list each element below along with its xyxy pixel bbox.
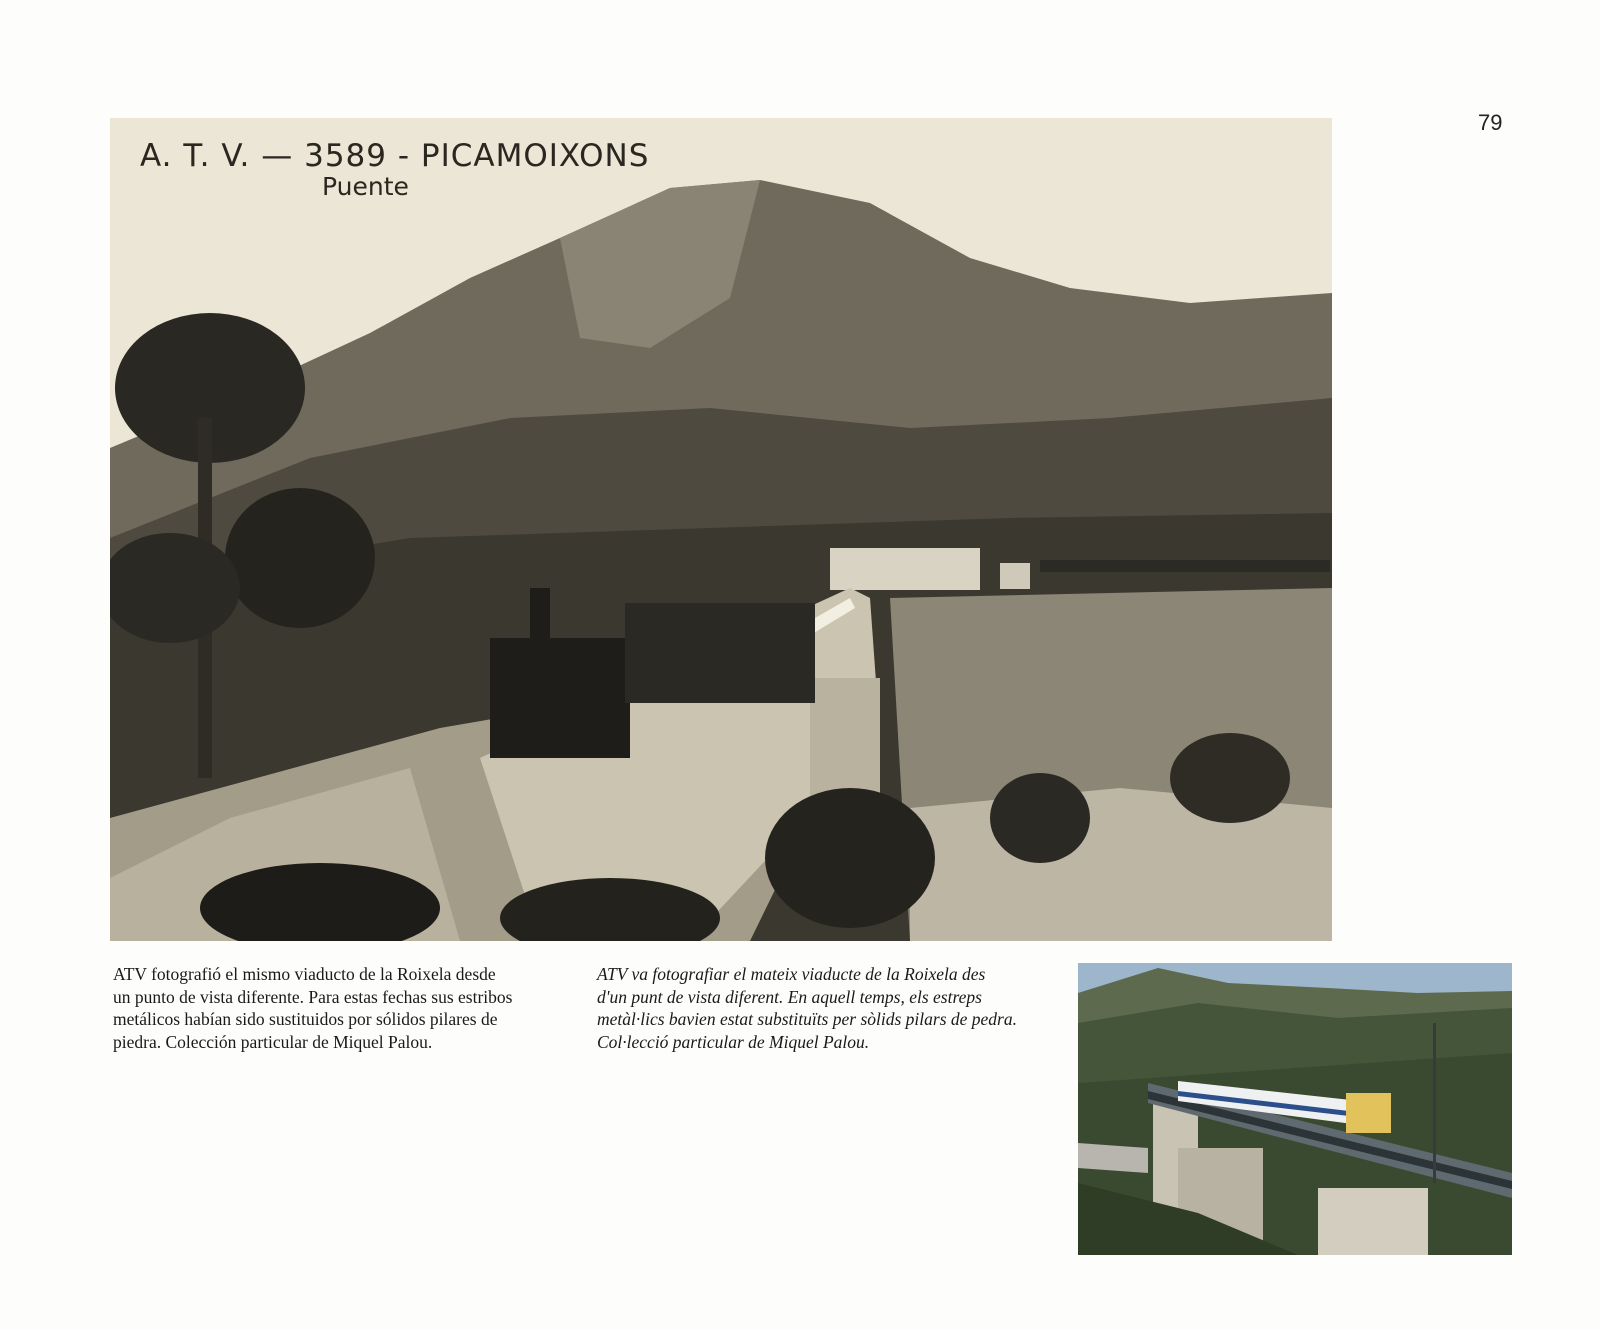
historic-viaduct-image: [110, 118, 1332, 941]
postcard-title: A. T. V. — 3589 - PICAMOIXONS: [140, 138, 650, 174]
caption-catalan: ATV va fotografiar el mateix viaducte de la Roixela des d'un punt de vista diferent. En aquell temps, els estreps metàl·lics bavien estat substituïts per sòlids pilars de pedra. Col·lecció particular de Miquel Palou.: [597, 964, 1017, 1052]
postcard-stamp: [140, 138, 649, 201]
postcard-subtitle: Puente: [322, 172, 409, 201]
caption-spanish: ATV fotografió el mismo viaducto de la Roixela desde un punto de vista diferente. Para estas fechas sus estribos metálicos habían sido sustituidos por sólidos pilares de piedra. Colección particular de Miquel Palou.: [113, 964, 513, 1052]
page-number: 79: [1478, 110, 1503, 135]
modern-viaduct-photo: [1078, 963, 1512, 1255]
modern-viaduct-image: [1078, 963, 1512, 1255]
historic-viaduct-photo: [110, 118, 1332, 941]
